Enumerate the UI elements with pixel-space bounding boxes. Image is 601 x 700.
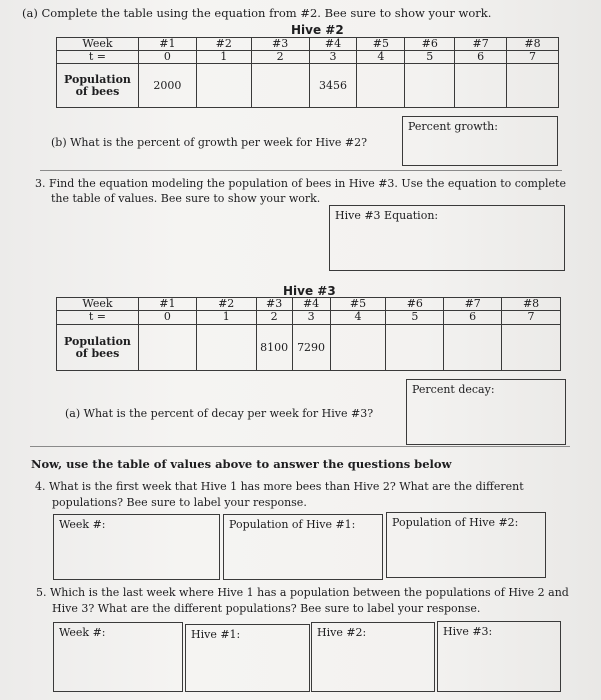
hive3-table	[56, 297, 561, 371]
population-cell[interactable]	[138, 325, 196, 371]
t-cell: 2	[251, 51, 309, 64]
t-cell: 5	[386, 311, 444, 325]
q5-hive2-box[interactable]	[311, 622, 435, 692]
population-cell[interactable]	[196, 325, 256, 371]
population-cell[interactable]: 7290	[292, 325, 330, 371]
q4-week-box[interactable]	[53, 514, 220, 580]
q5-hive1-box[interactable]	[185, 624, 310, 692]
population-label	[57, 64, 139, 108]
hive3-equation-label: Hive #3 Equation:	[335, 209, 439, 222]
week-cell: #3	[256, 298, 292, 311]
population-label-line2: of bees	[75, 346, 120, 360]
q3-line2: the table of values. Bee sure to show your work.	[51, 192, 321, 205]
q5-week-box[interactable]	[53, 622, 183, 692]
population-cell[interactable]	[330, 325, 386, 371]
t-cell: 3	[292, 311, 330, 325]
t-cell: 4	[330, 311, 386, 325]
population-cell[interactable]	[507, 64, 559, 108]
table2-title: Hive #3	[283, 284, 336, 298]
percent-decay-label: Percent decay:	[412, 383, 495, 396]
percent-growth-label: Percent growth:	[408, 120, 498, 133]
t-cell: 1	[196, 51, 251, 64]
q4-hive2-label: Population of Hive #2:	[392, 516, 519, 529]
q5-hive2-label: Hive #2:	[317, 626, 367, 639]
week-cell: #4	[292, 298, 330, 311]
week-label: Week	[57, 298, 139, 311]
population-label-line1: Population	[64, 334, 131, 348]
q5-hive3-box[interactable]	[437, 621, 561, 692]
t-cell: 7	[507, 51, 559, 64]
population-label	[57, 325, 139, 371]
week-cell: #4	[309, 38, 357, 51]
population-cell[interactable]	[444, 325, 502, 371]
population-label-line2: of bees	[75, 84, 120, 98]
q4-hive2-box[interactable]	[386, 512, 546, 578]
week-cell: #8	[502, 298, 561, 311]
week-cell: #2	[196, 38, 251, 51]
t-cell: 2	[256, 311, 292, 325]
population-label-line1: Population	[64, 72, 131, 86]
percent-decay-box[interactable]	[406, 379, 566, 445]
q5-week-label: Week #:	[59, 626, 106, 639]
population-cell[interactable]	[502, 325, 561, 371]
q4-week-label: Week #:	[59, 518, 106, 531]
q3-line1: 3. Find the equation modeling the population of bees in Hive #3. Use the equation to complete	[35, 177, 566, 190]
week-cell: #6	[405, 38, 455, 51]
week-cell: #1	[138, 38, 196, 51]
table1-title: Hive #2	[291, 23, 344, 37]
week-cell: #2	[196, 298, 256, 311]
t-cell: 3	[309, 51, 357, 64]
hive3-equation-box[interactable]	[329, 205, 565, 271]
t-cell: 0	[138, 311, 196, 325]
week-cell: #8	[507, 38, 559, 51]
population-cell[interactable]	[386, 325, 444, 371]
t-cell: 1	[196, 311, 256, 325]
q4-hive1-label: Population of Hive #1:	[229, 518, 356, 531]
week-label: Week	[57, 38, 139, 51]
t-cell: 6	[444, 311, 502, 325]
population-cell[interactable]	[455, 64, 507, 108]
part-a2-question: (a) What is the percent of decay per week for Hive #3?	[65, 407, 374, 420]
t-cell: 0	[138, 51, 196, 64]
population-cell[interactable]	[405, 64, 455, 108]
t-cell: 6	[455, 51, 507, 64]
t-cell: 7	[502, 311, 561, 325]
population-cell[interactable]	[196, 64, 251, 108]
part-b-question: (b) What is the percent of growth per week for Hive #2?	[51, 136, 367, 149]
divider	[40, 170, 562, 171]
q4-hive1-box[interactable]	[223, 514, 383, 580]
week-cell: #7	[455, 38, 507, 51]
population-cell[interactable]	[251, 64, 309, 108]
week-cell: #3	[251, 38, 309, 51]
population-cell[interactable]: 2000	[138, 64, 196, 108]
divider	[30, 446, 570, 447]
part-a-heading: (a) Complete the table using the equation from #2. Bee sure to show your work.	[22, 6, 492, 20]
week-cell: #6	[386, 298, 444, 311]
now-heading: Now, use the table of values above to answer the questions below	[31, 457, 452, 471]
week-cell: #7	[444, 298, 502, 311]
t-cell: 4	[357, 51, 405, 64]
q5-hive1-label: Hive #1:	[191, 628, 241, 641]
week-cell: #1	[138, 298, 196, 311]
percent-growth-box[interactable]	[402, 116, 558, 166]
q5-line1: 5. Which is the last week where Hive 1 has a population between the populations of Hive 2 and	[36, 586, 569, 599]
t-cell: 5	[405, 51, 455, 64]
population-cell[interactable]: 8100	[256, 325, 292, 371]
population-cell[interactable]: 3456	[309, 64, 357, 108]
q5-line2: Hive 3? What are the different populations? Bee sure to label your response.	[52, 602, 481, 615]
week-cell: #5	[330, 298, 386, 311]
t-label: t =	[57, 311, 139, 325]
week-cell: #5	[357, 38, 405, 51]
q4-line2: populations? Bee sure to label your response.	[52, 496, 307, 509]
population-cell[interactable]	[357, 64, 405, 108]
q4-line1: 4. What is the first week that Hive 1 has more bees than Hive 2? What are the different	[35, 480, 524, 493]
q5-hive3-label: Hive #3:	[443, 625, 493, 638]
t-label: t =	[57, 51, 139, 64]
hive2-table	[56, 37, 559, 108]
